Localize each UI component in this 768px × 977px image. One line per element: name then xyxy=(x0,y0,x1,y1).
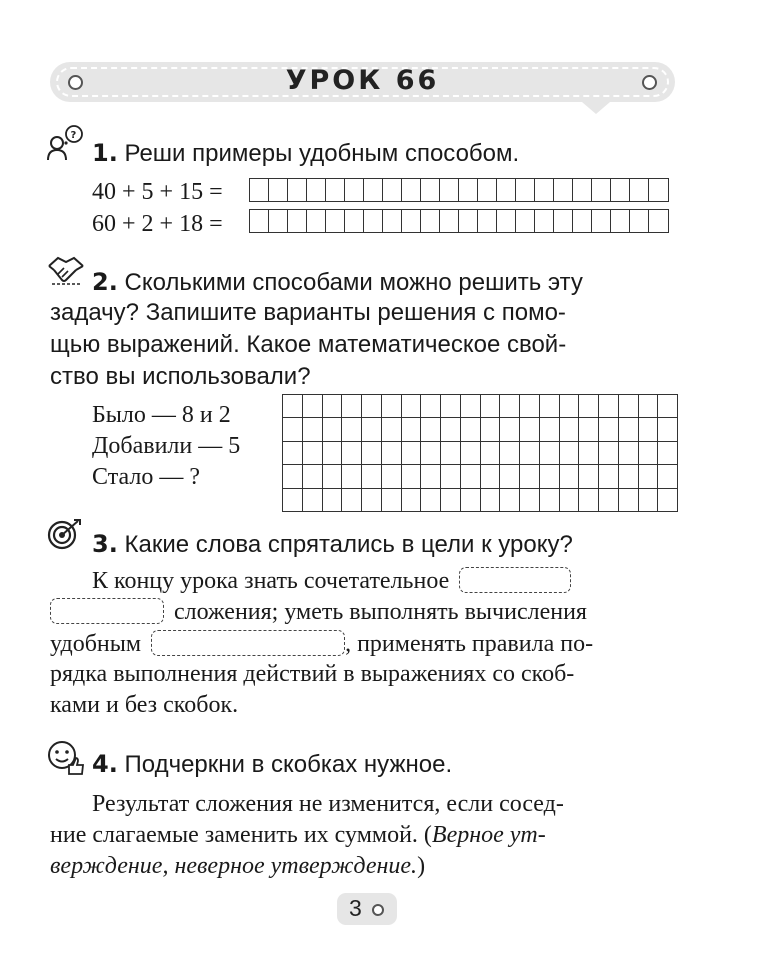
grid-cell[interactable] xyxy=(560,489,580,512)
expression-2: 60 + 2 + 18 = xyxy=(92,211,223,237)
grid-cell[interactable] xyxy=(323,395,343,418)
grid-cell[interactable] xyxy=(599,489,619,512)
grid-cell[interactable] xyxy=(639,418,659,441)
goal-line-2 xyxy=(50,598,587,626)
grid-cell[interactable] xyxy=(303,418,323,441)
problem-line-3: Стало — ? xyxy=(92,464,200,490)
grid-cell[interactable] xyxy=(658,442,678,465)
grid-cell[interactable] xyxy=(500,442,520,465)
grid-cell[interactable] xyxy=(342,418,362,441)
grid-cell[interactable] xyxy=(303,442,323,465)
grid-cell[interactable] xyxy=(382,395,402,418)
grid-cell[interactable] xyxy=(500,418,520,441)
grid-cell[interactable] xyxy=(421,395,441,418)
solution-grid[interactable] xyxy=(282,394,678,512)
page-dot xyxy=(372,904,384,916)
task-1-heading xyxy=(92,137,519,170)
task-3-text: Какие слова спрятались в цели к уроку? xyxy=(124,531,573,558)
goal-line-4: рядка выполнения действий в выражениях со скоб- xyxy=(50,661,575,687)
goal-line-3 xyxy=(50,630,593,658)
lesson-title: УРОК 66 xyxy=(285,65,440,96)
grid-cell[interactable] xyxy=(382,489,402,512)
problem-line-2: Добавили — 5 xyxy=(92,433,241,459)
smiley-thumbs-up-icon xyxy=(47,740,85,776)
answer-cells-2[interactable] xyxy=(249,209,669,233)
grid-cell[interactable] xyxy=(461,418,481,441)
hidden-word-blank-3[interactable] xyxy=(151,630,345,656)
goal-text-1: К концу урока знать сочетательное xyxy=(92,568,450,594)
grid-cell[interactable] xyxy=(540,395,560,418)
grid-cell[interactable] xyxy=(283,489,303,512)
grid-cell[interactable] xyxy=(540,442,560,465)
grid-cell[interactable] xyxy=(639,442,659,465)
task-4-number: 4. xyxy=(92,750,118,778)
goal-line-5: ками и без скобок. xyxy=(50,692,239,718)
grid-cell[interactable] xyxy=(540,465,560,488)
grid-cell[interactable] xyxy=(283,418,303,441)
task-2-text-1: Сколькими способами можно решить эту xyxy=(124,269,583,296)
grid-cell[interactable] xyxy=(560,418,580,441)
answer-cells-1[interactable] xyxy=(249,178,669,202)
grid-cell[interactable] xyxy=(500,489,520,512)
grid-cell[interactable] xyxy=(362,442,382,465)
statement-line-3 xyxy=(50,853,425,880)
grid-cell[interactable] xyxy=(520,489,540,512)
grid-cell[interactable] xyxy=(540,489,560,512)
grid-cell[interactable] xyxy=(441,465,461,488)
grid-cell[interactable] xyxy=(599,418,619,441)
grid-cell[interactable] xyxy=(303,395,323,418)
task-3-number: 3. xyxy=(92,530,118,558)
grid-cell[interactable] xyxy=(639,395,659,418)
grid-cell[interactable] xyxy=(461,395,481,418)
grid-cell[interactable] xyxy=(560,442,580,465)
grid-cell[interactable] xyxy=(342,465,362,488)
grid-cell[interactable] xyxy=(402,442,422,465)
grid-cell[interactable] xyxy=(579,395,599,418)
grid-cell[interactable] xyxy=(402,395,422,418)
grid-cell[interactable] xyxy=(579,418,599,441)
problem-line-1: Было — 8 и 2 xyxy=(92,402,231,428)
grid-cell[interactable] xyxy=(323,418,343,441)
grid-cell[interactable] xyxy=(421,489,441,512)
page-number-badge xyxy=(337,893,397,925)
grid-cell[interactable] xyxy=(283,465,303,488)
statement-line-2 xyxy=(50,822,546,849)
hidden-word-blank-1[interactable] xyxy=(459,567,571,593)
grid-cell[interactable] xyxy=(658,395,678,418)
grid-cell[interactable] xyxy=(520,465,540,488)
option-true-start[interactable]: Верное ут- xyxy=(431,822,546,848)
grid-cell[interactable] xyxy=(481,489,501,512)
statement-text-2a: ние слагаемые заменить их суммой. ( xyxy=(50,822,432,848)
options-continued[interactable]: верждение, неверное утверждение. xyxy=(50,853,418,879)
goal-text-3b: , применять правила по- xyxy=(345,631,594,657)
grid-cell[interactable] xyxy=(421,418,441,441)
grid-cell[interactable] xyxy=(362,418,382,441)
grid-cell[interactable] xyxy=(441,442,461,465)
grid-cell[interactable] xyxy=(362,465,382,488)
grid-cell[interactable] xyxy=(283,395,303,418)
grid-cell[interactable] xyxy=(283,442,303,465)
grid-cell[interactable] xyxy=(579,442,599,465)
grid-cell[interactable] xyxy=(560,465,580,488)
grid-cell[interactable] xyxy=(362,489,382,512)
grid-cell[interactable] xyxy=(323,489,343,512)
hidden-word-blank-2[interactable] xyxy=(50,598,164,624)
grid-cell[interactable] xyxy=(382,418,402,441)
grid-cell[interactable] xyxy=(560,395,580,418)
page-number: 3 xyxy=(349,895,362,921)
svg-text:?: ? xyxy=(70,130,77,141)
task-4-text: Подчеркни в скобках нужное. xyxy=(124,751,453,778)
grid-cell[interactable] xyxy=(342,395,362,418)
task-1-text: Реши примеры удобным способом. xyxy=(124,140,520,167)
grid-cell[interactable] xyxy=(382,442,402,465)
grid-cell[interactable] xyxy=(599,465,619,488)
task-2-line-1 xyxy=(92,266,583,299)
grid-cell[interactable] xyxy=(323,465,343,488)
goal-line-1 xyxy=(92,567,571,595)
grid-cell[interactable] xyxy=(342,442,362,465)
grid-cell[interactable] xyxy=(402,489,422,512)
grid-cell[interactable] xyxy=(421,442,441,465)
goal-text-3a: удобным xyxy=(50,631,142,657)
thinking-person-icon xyxy=(46,124,86,162)
grid-cell[interactable] xyxy=(441,489,461,512)
grid-cell[interactable] xyxy=(303,489,323,512)
grid-cell[interactable] xyxy=(639,465,659,488)
grid-cell[interactable] xyxy=(461,465,481,488)
task-2-line-4: ство вы использовали? xyxy=(50,363,311,390)
grid-cell[interactable] xyxy=(481,418,501,441)
grid-cell[interactable] xyxy=(599,395,619,418)
grid-cell[interactable] xyxy=(658,418,678,441)
grid-cell[interactable] xyxy=(619,395,639,418)
task-2-number: 2. xyxy=(92,268,118,296)
task-2-line-2: задачу? Запишите варианты решения с помо- xyxy=(50,299,566,326)
grid-cell[interactable] xyxy=(402,418,422,441)
grid-cell[interactable] xyxy=(500,465,520,488)
lesson-banner xyxy=(50,62,675,102)
goal-text-2: сложения; уметь выполнять вычисления xyxy=(174,599,587,625)
task-3-heading xyxy=(92,528,573,561)
closing-paren: ) xyxy=(417,853,426,879)
grid-cell[interactable] xyxy=(402,465,422,488)
grid-cell[interactable] xyxy=(658,489,678,512)
grid-cell[interactable] xyxy=(540,418,560,441)
grid-cell[interactable] xyxy=(579,465,599,488)
handshake-icon xyxy=(46,254,86,288)
grid-cell[interactable] xyxy=(500,395,520,418)
grid-cell[interactable] xyxy=(441,418,461,441)
grid-cell[interactable] xyxy=(619,489,639,512)
grid-cell[interactable] xyxy=(362,395,382,418)
grid-cell[interactable] xyxy=(619,418,639,441)
grid-cell[interactable] xyxy=(382,465,402,488)
grid-cell[interactable] xyxy=(520,395,540,418)
target-icon xyxy=(47,518,83,550)
grid-cell[interactable] xyxy=(520,418,540,441)
grid-cell[interactable] xyxy=(599,442,619,465)
task-4-heading xyxy=(92,748,452,781)
grid-cell[interactable] xyxy=(441,395,461,418)
grid-cell[interactable] xyxy=(342,489,362,512)
grid-cell[interactable] xyxy=(303,465,323,488)
grid-cell[interactable] xyxy=(481,465,501,488)
grid-cell[interactable] xyxy=(579,489,599,512)
grid-cell[interactable] xyxy=(481,442,501,465)
grid-cell[interactable] xyxy=(520,442,540,465)
task-2-line-3: щью выражений. Какое математическое свой- xyxy=(50,331,567,358)
banner-tail xyxy=(582,102,610,114)
grid-cell[interactable] xyxy=(461,442,481,465)
task-1-number: 1. xyxy=(92,139,118,167)
grid-cell[interactable] xyxy=(421,465,441,488)
grid-cell[interactable] xyxy=(481,395,501,418)
grid-cell[interactable] xyxy=(639,489,659,512)
grid-cell[interactable] xyxy=(619,442,639,465)
grid-cell[interactable] xyxy=(619,465,639,488)
expression-1: 40 + 5 + 15 = xyxy=(92,179,223,205)
grid-cell[interactable] xyxy=(323,442,343,465)
statement-line-1: Результат сложения не изменится, если сосед- xyxy=(92,791,564,817)
grid-cell[interactable] xyxy=(461,489,481,512)
grid-cell[interactable] xyxy=(658,465,678,488)
